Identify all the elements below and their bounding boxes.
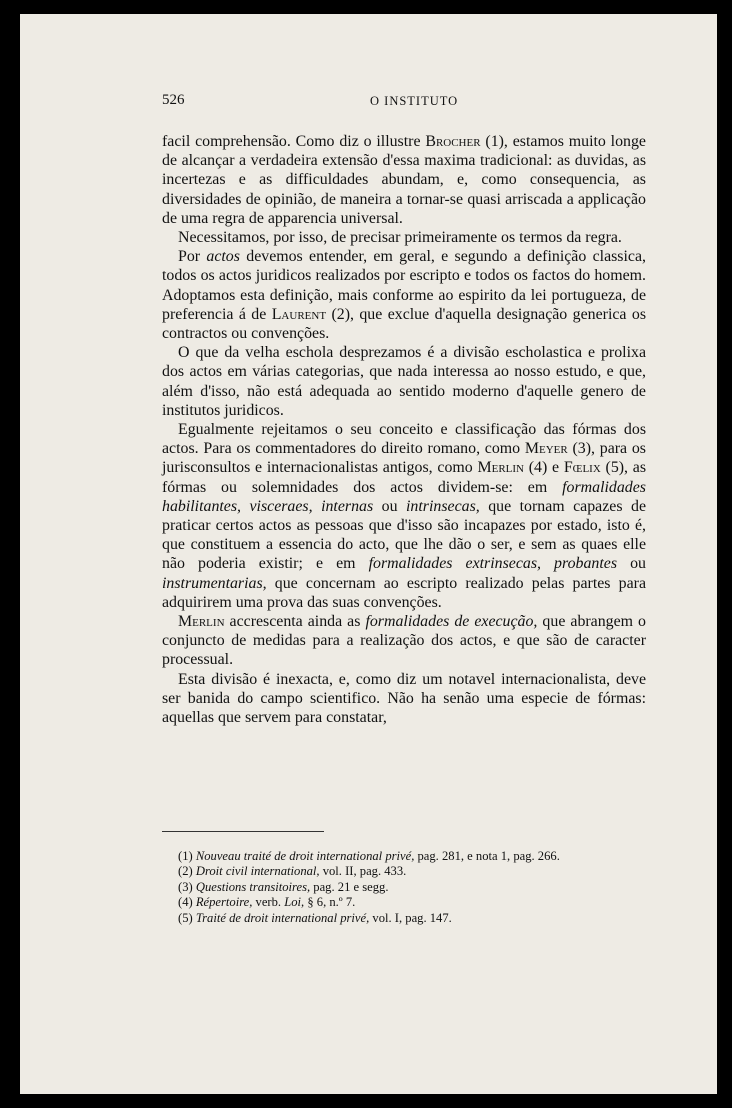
text-run: (1) (178, 849, 196, 863)
italic-text: formalidades habilitantes, visceraes, internas (162, 478, 646, 515)
footnote (162, 849, 646, 864)
text-run: facil comprehensão. Como diz o illustre (162, 133, 426, 150)
text-run: que tornam capazes de praticar certos actos as pessoas que d'isso são incapazes por estado, isto é, que constituem a essencia do acto, que lhe dão o ser, e sem as quaes elle não poderia existir; e em (162, 497, 646, 573)
text-run: (2), que exclue d'aquella designação generica os contractos ou convenções. (162, 305, 647, 343)
footnote (162, 864, 646, 879)
text-run: pag. 21 e segg. (310, 879, 389, 894)
small-caps-name: Laurent (271, 305, 327, 323)
text-run: vol. II, pag. 433. (319, 864, 407, 879)
paragraph (162, 247, 646, 343)
footnotes (162, 849, 646, 926)
footnote (162, 911, 646, 926)
small-caps-name: Merlin (477, 459, 524, 477)
footnote-rule (162, 831, 324, 832)
italic-text: formalidades extrinsecas, probantes (368, 555, 618, 573)
italic-text: actos (206, 248, 240, 266)
text-run: (4) (178, 895, 196, 910)
italic-text: Questions transitoires, (195, 879, 311, 894)
paragraph (162, 343, 646, 420)
text-run: ou (617, 555, 646, 573)
italic-text: intrinsecas, (406, 497, 480, 515)
small-caps-name: Brocher (425, 133, 481, 150)
text-run: que abrangem o conjuncto de medidas para a realização dos actos, e que são de caracter processual. (162, 613, 647, 669)
italic-text: Nouveau traité de droit international privé, (195, 849, 415, 863)
small-caps-name: Fœlix (563, 459, 601, 477)
text-run: devemos entender, em geral, e segundo a definição classica, todos os actos juridicos realizados por escripto e todos os factos do homem. Adoptamos esta definição, mais conforme ao espirito da lei portugueza, de preferencia á de (162, 248, 646, 323)
text-run: (5), as fórmas ou solemnidades dos actos dividem-se: em (162, 459, 647, 496)
text-run: (3), para os jurisconsultos e internacionalistas antigos, como (162, 440, 646, 477)
page-header (162, 92, 662, 112)
paragraph (162, 612, 646, 670)
text-run: accrescenta ainda as (224, 613, 366, 631)
italic-text: Répertoire, (195, 895, 253, 910)
text-run: O que da velha eschola desprezamos é a divisão escholastica e prolixa dos actos em várias categorias, que nada interessa ao nosso estudo, e que, além d'isso, não está adequada ao sentido moderno d'aquelle genero de institutos juridicos. (162, 344, 646, 419)
text-run: (4) e (523, 459, 564, 477)
text-run: Necessitamos, por isso, de precisar primeiramente os termos da regra. (178, 229, 622, 247)
text-run: (2) (178, 864, 196, 879)
paragraph (162, 670, 646, 728)
running-title: O INSTITUTO (370, 94, 459, 108)
text-run: (1), estamos muito longe de alcançar a verdadeira extensão d'essa maxima tradicional: as duvidas, as incertezas e as difficuldades abundam, e, como consequencia, as diversidades de opinião, de maneira a tornar-se quasi arriscada a applicação de uma regra de apparencia universal. (162, 133, 646, 227)
text-run: Esta divisão é inexacta, e, como diz um notavel internacionalista, deve ser banida do campo scientifico. Não ha senão uma especie de fórmas: aquellas que servem para constatar, (162, 670, 646, 727)
italic-text: Droit civil international, (195, 864, 320, 879)
footnote (162, 880, 646, 895)
page-number: 526 (162, 92, 185, 108)
paragraph (162, 132, 646, 228)
footnote (162, 895, 646, 910)
text-run: (3) (178, 879, 196, 894)
italic-text: instrumentarias, (162, 574, 267, 592)
text-run: vol. I, pag. 147. (369, 910, 452, 925)
text-run: Egualmente rejeitamos o seu conceito e classificação das fórmas dos actos. Para os commentadores do direito romano, como (162, 421, 646, 458)
text-run: ou (373, 497, 407, 515)
book-page (20, 14, 717, 1094)
paragraph (162, 228, 646, 247)
italic-text: Traité de droit international privé, (195, 910, 370, 925)
italic-text: Loi, (284, 895, 305, 910)
text-run: Por (178, 248, 207, 266)
text-run: (5) (178, 910, 196, 925)
body-text (162, 132, 646, 727)
italic-text: formalidades de execução, (365, 613, 538, 631)
text-run: § 6, n.º 7. (304, 895, 356, 910)
small-caps-name: Meyer (524, 440, 568, 458)
text-run: que concernam ao escripto realizado pelas partes para adquirirem uma prova das suas convenções. (162, 574, 646, 611)
small-caps-name: Merlin (178, 613, 225, 631)
paragraph (162, 420, 646, 612)
text-run: verb. (252, 895, 285, 910)
text-run: pag. 281, e nota 1, pag. 266. (414, 849, 560, 863)
